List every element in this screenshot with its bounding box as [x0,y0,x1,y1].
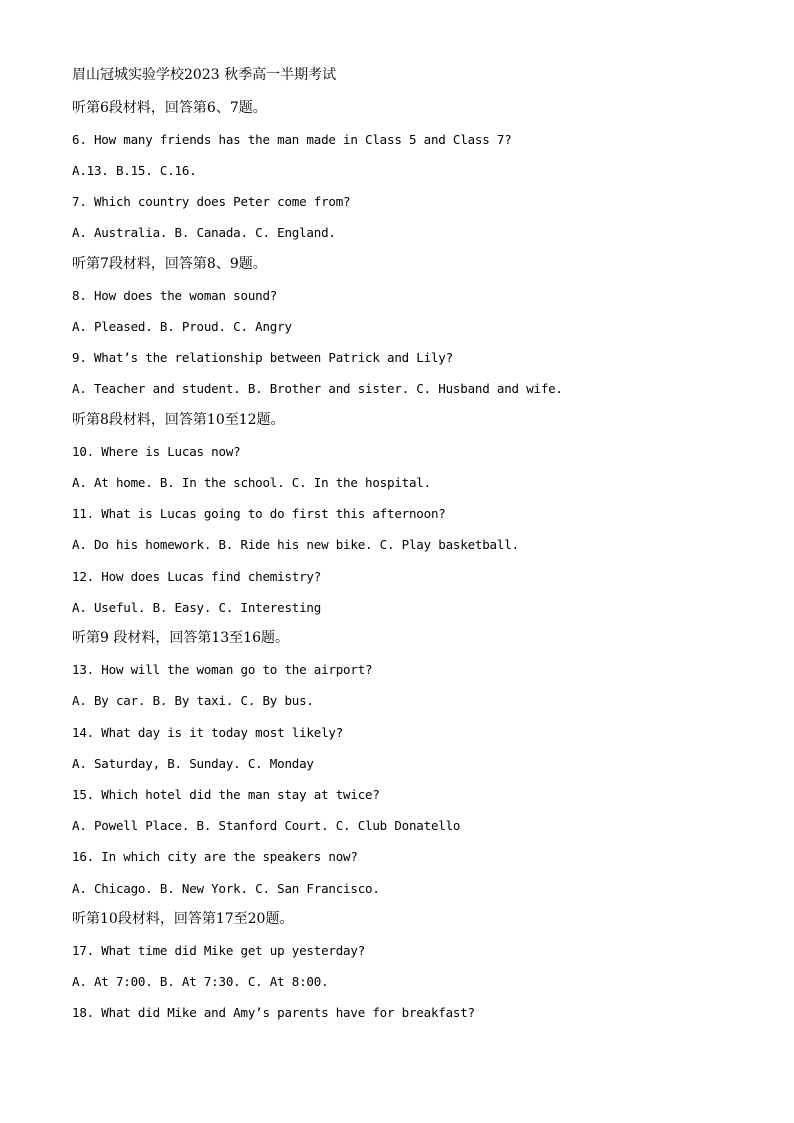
options-17: A. At 7:00. B. At 7:30. C. At 8:00. [72,974,329,989]
question-16: 16. In which city are the speakers now? [72,849,358,864]
options-15: A. Powell Place. B. Stanford Court. C. Club Donatello [72,818,461,833]
options-11: A. Do his homework. B. Ride his new bike. C. Play basketball. [72,537,519,552]
options-6: A.13. B.15. C.16. [72,163,197,178]
options-13: A. By car. B. By taxi. C. By bus. [72,693,314,708]
question-9: 9. What’s the relationship between Patrick and Lily? [72,350,453,365]
question-6: 6. How many friends has the man made in Class 5 and Class 7? [72,132,512,147]
section-heading: 听第8段材料，回答第10至12题。 [72,412,285,428]
options-8: A. Pleased. B. Proud. C. Angry [72,319,292,334]
question-13: 13. How will the woman go to the airport? [72,662,373,677]
exam-title: 眉山冠城实验学校2023 秋季高一半期考试 [72,67,337,83]
question-14: 14. What day is it today most likely? [72,725,344,740]
options-16: A. Chicago. B. New York. C. San Francisco. [72,881,380,896]
question-12: 12. How does Lucas find chemistry? [72,569,322,584]
section-heading: 听第9 段材料，回答第13至16题。 [72,630,289,646]
section-heading: 听第10段材料，回答第17至20题。 [72,911,294,927]
question-11: 11. What is Lucas going to do first this afternoon? [72,506,446,521]
question-18: 18. What did Mike and Amy’s parents have for breakfast? [72,1005,475,1020]
question-10: 10. Where is Lucas now? [72,444,241,459]
options-10: A. At home. B. In the school. C. In the hospital. [72,475,431,490]
question-15: 15. Which hotel did the man stay at twice? [72,787,380,802]
question-17: 17. What time did Mike get up yesterday? [72,943,366,958]
question-8: 8. How does the woman sound? [72,288,278,303]
options-14: A. Saturday, B. Sunday. C. Monday [72,756,314,771]
question-7: 7. Which country does Peter come from? [72,194,351,209]
options-7: A. Australia. B. Canada. C. England. [72,225,336,240]
section-heading: 听第6段材料，回答第6、7题。 [72,100,267,116]
section-heading: 听第7段材料，回答第8、9题。 [72,256,267,272]
options-9: A. Teacher and student. B. Brother and sister. C. Husband and wife. [72,381,563,396]
options-12: A. Useful. B. Easy. C. Interesting [72,600,322,615]
